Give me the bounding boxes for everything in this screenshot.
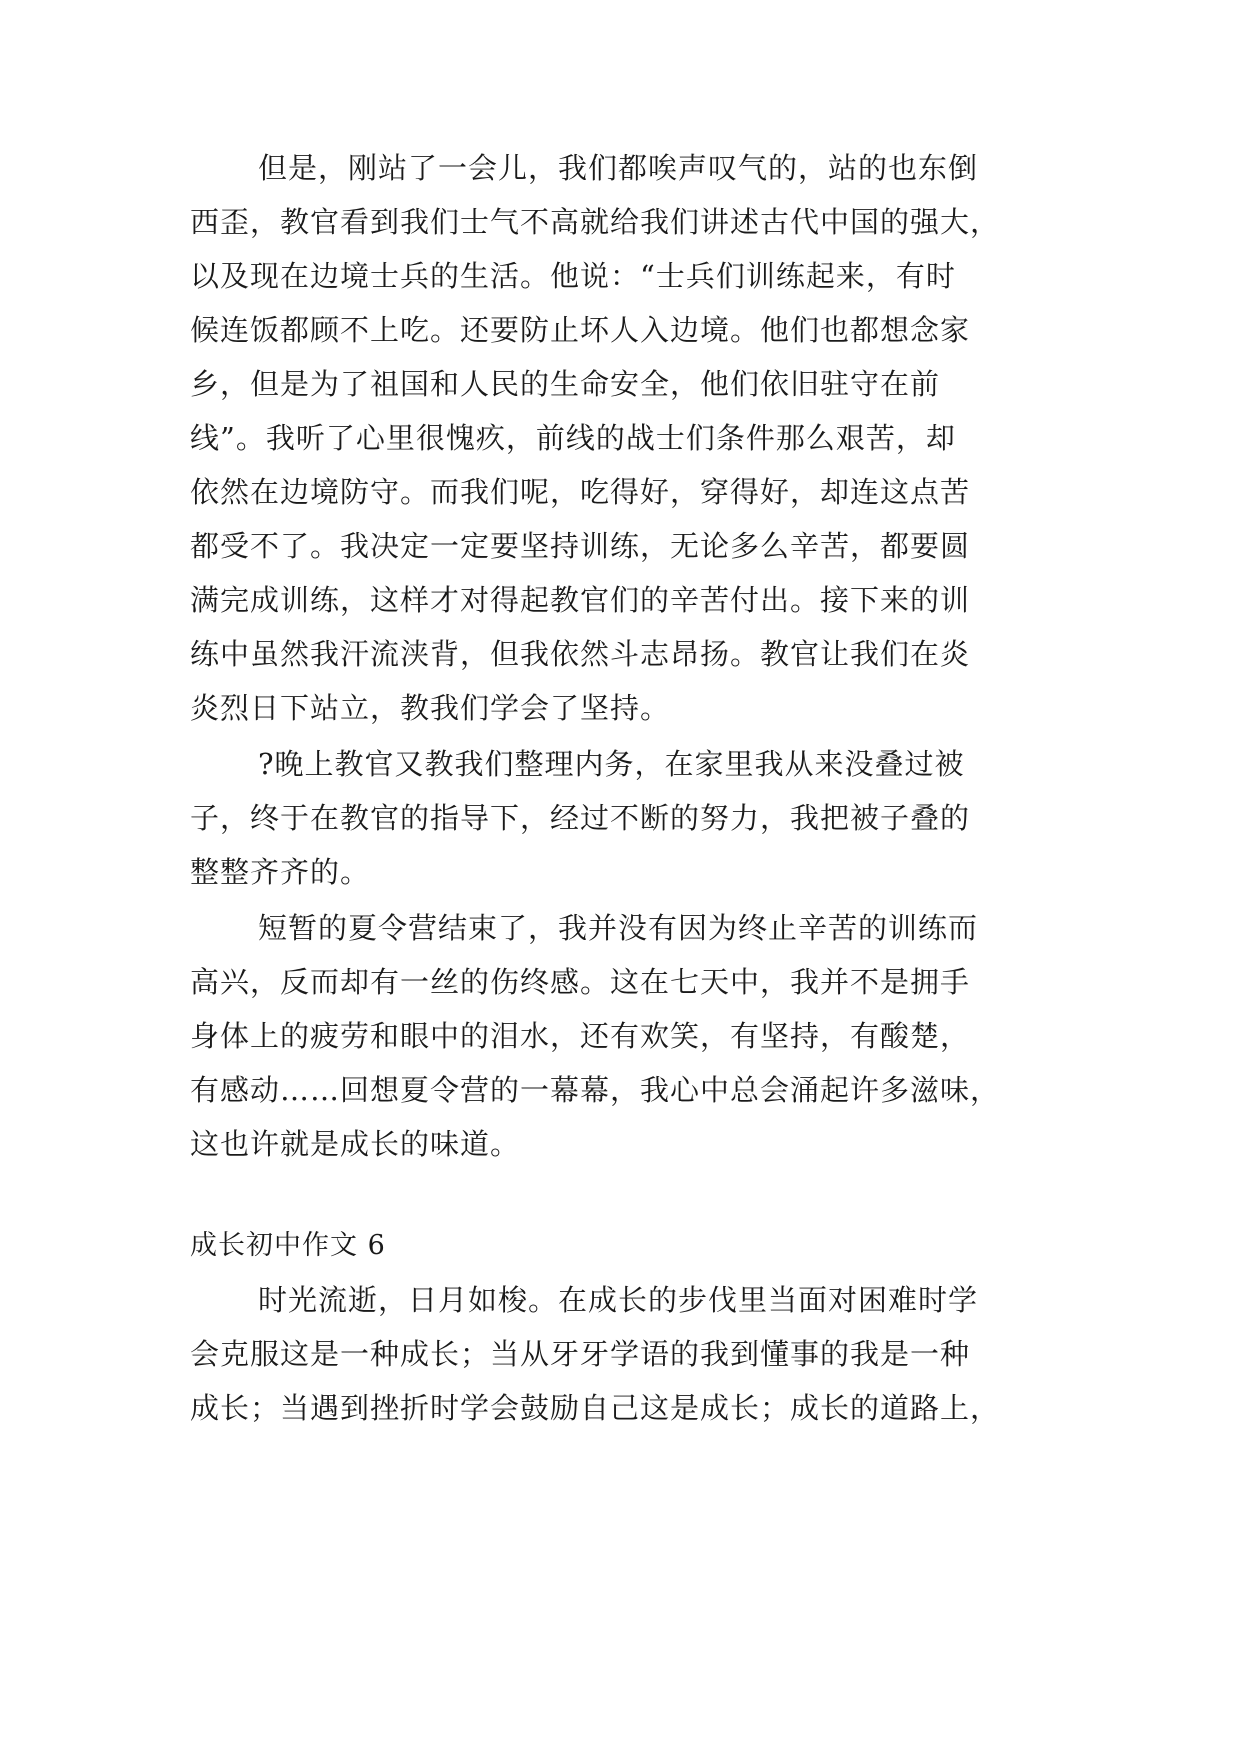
paragraph-1-line-3: 以及现在边境士兵的生活。他说：“士兵们训练起来，有时: [190, 259, 956, 293]
paragraph-1-line-1: 但是，刚站了一会儿，我们都唉声叹气的，站的也东倒: [258, 151, 979, 185]
paragraph-1-line-9: 满完成训练，这样才对得起教官们的辛苦付出。接下来的训: [190, 583, 971, 617]
final-paragraph-line-3: 成长；当遇到挫折时学会鼓励自己这是成长；成长的道路上，: [190, 1391, 1001, 1425]
paragraph-2-line-3: 整整齐齐的。: [190, 855, 371, 889]
paragraph-3-line-1: 短暂的夏令营结束了，我并没有因为终止辛苦的训练而: [258, 911, 979, 945]
paragraph-1-line-10: 练中虽然我汗流浃背，但我依然斗志昂扬。教官让我们在炎: [190, 637, 971, 671]
section-heading: 成长初中作文 6: [190, 1230, 386, 1261]
paragraph-1-line-7: 依然在边境防守。而我们呢，吃得好，穿得好，却连这点苦: [190, 475, 971, 509]
final-paragraph-line-1: 时光流逝，日月如梭。在成长的步伐里当面对困难时学: [258, 1283, 979, 1317]
paragraph-2-line-1: ?晚上教官又教我们整理内务，在家里我从来没叠过被: [258, 747, 965, 781]
paragraph-3-line-5: 这也许就是成长的味道。: [190, 1127, 521, 1161]
paragraph-1-line-5: 乡，但是为了祖国和人民的生命安全，他们依旧驻守在前: [190, 367, 941, 401]
paragraph-3-line-3: 身体上的疲劳和眼中的泪水，还有欢笑，有坚持，有酸楚，: [190, 1019, 971, 1053]
final-paragraph-line-2: 会克服这是一种成长；当从牙牙学语的我到懂事的我是一种: [190, 1337, 971, 1371]
paragraph-3-line-2: 高兴，反而却有一丝的伤终感。这在七天中，我并不是拥手: [190, 965, 971, 999]
paragraph-1-line-11: 炎烈日下站立，教我们学会了坚持。: [190, 691, 671, 725]
paragraph-1-line-6: 线”。我听了心里很愧疚，前线的战士们条件那么艰苦，却: [190, 421, 956, 455]
paragraph-1-line-2: 西歪，教官看到我们士气不高就给我们讲述古代中国的强大，: [190, 205, 1001, 239]
paragraph-3-line-4: 有感动……回想夏令营的一幕幕，我心中总会涌起许多滋味，: [190, 1073, 1001, 1107]
paragraph-1-line-8: 都受不了。我决定一定要坚持训练，无论多么辛苦，都要圆: [190, 529, 971, 563]
paragraph-1-line-4: 候连饭都顾不上吃。还要防止坏人入边境。他们也都想念家: [190, 313, 971, 347]
paragraph-2-line-2: 子，终于在教官的指导下，经过不断的努力，我把被子叠的: [190, 801, 971, 835]
